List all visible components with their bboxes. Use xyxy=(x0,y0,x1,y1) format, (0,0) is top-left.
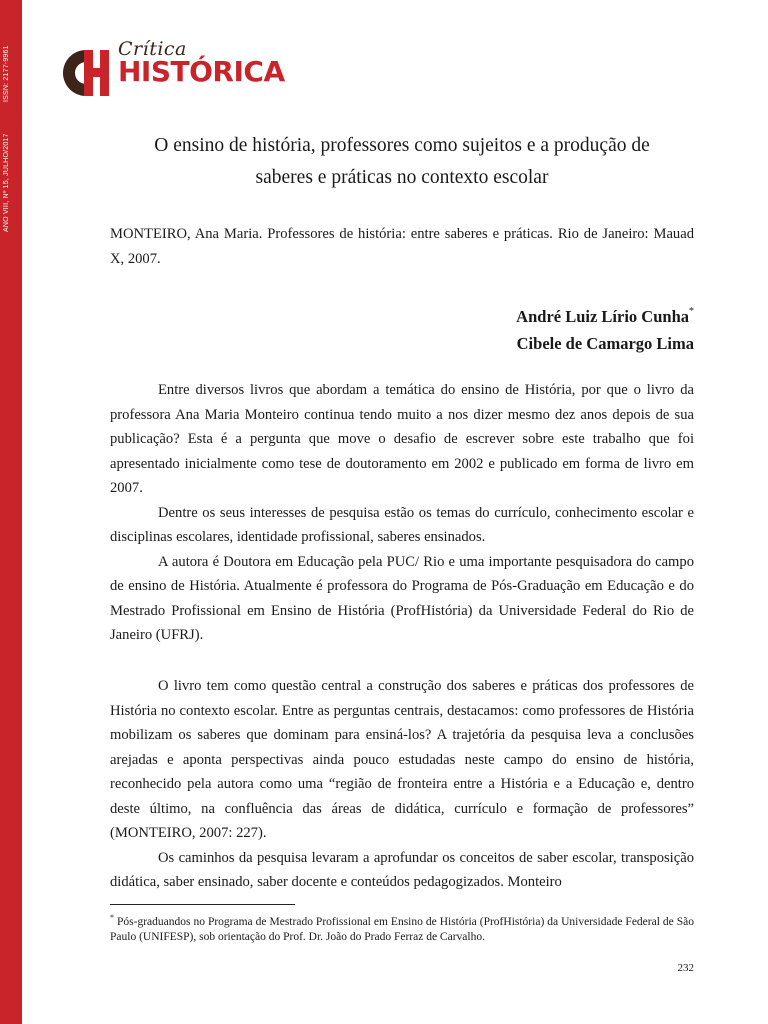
logo-top-word: Crítica xyxy=(118,38,187,60)
authors-block xyxy=(516,298,694,357)
footnote-divider xyxy=(110,904,295,905)
footnote-marker: * xyxy=(110,913,114,922)
journal-sidebar xyxy=(0,0,22,1024)
author-2: Cibele de Camargo Lima xyxy=(516,334,694,353)
body-section-1 xyxy=(110,378,694,648)
book-reference: MONTEIRO, Ana Maria. Professores de história: entre saberes e práticas. Rio de Janeiro: Mauad X, 2007. xyxy=(110,226,694,267)
paragraph: Entre diversos livros que abordam a temática do ensino de História, por que o livro da professora Ana Maria Monteiro continua tendo muito a nos dizer mesmo dez anos depois de sua publicação? Esta é a pergunta que move o desafio de escrever sobre este trabalho que foi apresentado inicialmente como tese de doutoramento em 2002 e publicado em forma de livro em 2007. xyxy=(110,382,694,496)
paragraph: Dentre os seus interesses de pesquisa estão os temas do currículo, conhecimento escolar e disciplinas escolares, identidade profissional, saberes ensinados. xyxy=(110,504,694,545)
article-title xyxy=(110,130,694,194)
paragraph: A autora é Doutora em Educação pela PUC/ Rio e uma importante pesquisadora do campo de ensino de História. Atualmente é professora do Programa de Pós-Graduação em Educação e do Mestrado Profissional em Ensino de História (ProfHistória) da Universidade Federal do Rio de Janeiro (UFRJ). xyxy=(110,553,694,643)
issn-label: ISSN: 2177-9961 xyxy=(3,45,10,102)
issue-label: ANO VIII, Nº 15, JULHO/2017 xyxy=(3,133,10,232)
logo-mark-icon xyxy=(62,48,112,98)
author-1 xyxy=(516,298,694,330)
author-1-marker: * xyxy=(689,306,694,317)
paragraph: O livro tem como questão central a construção dos saberes e práticas dos professores de História no contexto escolar. Entre as perguntas centrais, destacamos: como professores de História mobilizam os saberes que dominam para ensiná-los? A trajetória da pesquisa leva a conclusões arejadas e aponta perspectivas ainda pouco estudadas neste campo do ensino de história, reconhecido pela autora como uma “região de fronteira entre a História e a Educação e, dentro deste último, na confluência das áreas de didática, currículo e formação de professores” (MONTEIRO, 2007: 227). xyxy=(110,678,694,841)
footnote-text: Pós-graduandos no Programa de Mestrado Profissional em Ensino de História (ProfHistória) da Universidade Federal de São Paulo (UNIFESP), sob orientação do Prof. Dr. João do Prado Ferraz de Carvalho. xyxy=(110,916,694,943)
author-1-name: André Luiz Lírio Cunha xyxy=(516,307,689,326)
body-section-2 xyxy=(110,674,694,895)
journal-logo xyxy=(62,38,322,100)
page-number: 232 xyxy=(677,962,694,974)
title-line-2: saberes e práticas no contexto escolar xyxy=(255,167,549,188)
paragraph: Os caminhos da pesquisa levaram a aprofundar os conceitos de saber escolar, transposição didática, saber ensinado, saber docente e conteúdos pedagogizados. Monteiro xyxy=(110,849,694,890)
logo-main-word: HISTÓRICA xyxy=(118,55,285,88)
title-line-1: O ensino de história, professores como sujeitos e a produção de xyxy=(154,135,650,156)
footnote xyxy=(110,910,694,945)
